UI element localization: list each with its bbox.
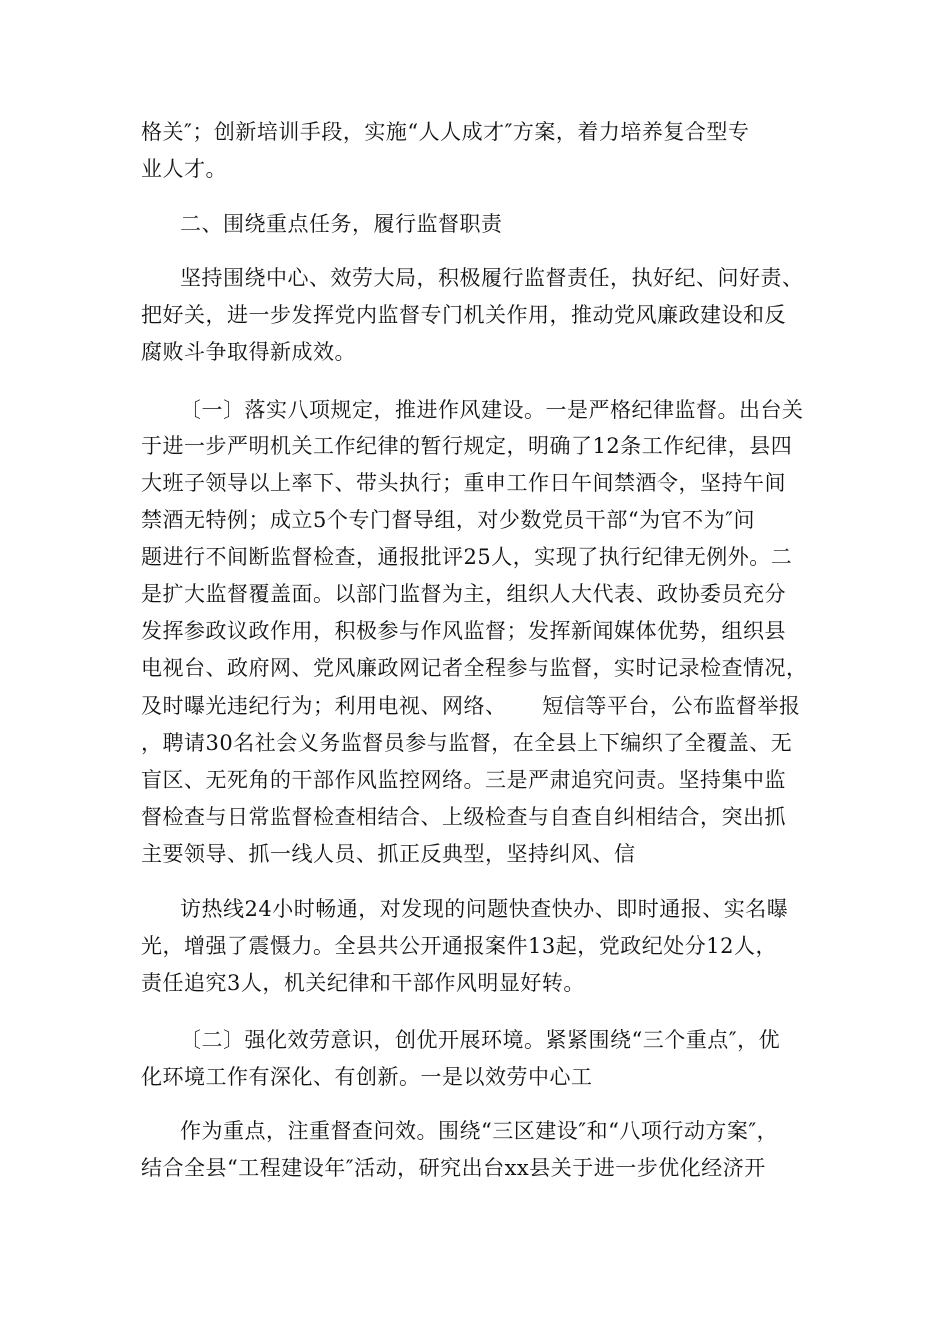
paragraph-4-line-9: 及时曝光违纪行为；利用电视、网络、 短信等平台，公布监督举报 — [141, 694, 801, 718]
paragraph-4-line-12: 督检查与日常监督检查相结合、上级检查与自查自纠相结合，突出抓 — [141, 805, 786, 829]
paragraph-5-line-2: 光，增强了震慑力。全县共公开通报案件13起，党政纪处分12人， — [141, 934, 777, 958]
paragraph-5-line-3: 责任追究3人，机关纪律和干部作风明显好转。 — [141, 971, 585, 995]
paragraph-4-line-1: 〔一〕落实八项规定，推进作风建设。一是严格纪律监督。出台关 — [180, 398, 804, 422]
paragraph-4-line-11: 盲区、无死角的干部作风监控网络。三是严肃追究问责。坚持集中监 — [141, 768, 786, 792]
paragraph-4-line-6: 是扩大监督覆盖面。以部门监督为主，组织人大代表、政协委员充分 — [141, 582, 786, 606]
section-heading-2: 二、围绕重点任务，履行监督职责 — [180, 212, 503, 236]
paragraph-1-line-1: 格关″；创新培训手段，实施“人人成才″方案，着力培养复合型专 — [141, 120, 750, 144]
paragraph-4-line-5: 题进行不间断监督检查，通报批评25人，实现了执行纪律无例外。二 — [141, 545, 793, 569]
paragraph-7-line-2: 结合全县“工程建设年″活动，研究出台xx县关于进一步优化经济开 — [141, 1156, 766, 1180]
paragraph-4-line-7: 发挥参政议政作用，积极参与作风监督；发挥新闻媒体优势，组织县 — [141, 619, 786, 643]
paragraph-3-line-3: 腐败斗争取得新成效。 — [141, 340, 356, 364]
paragraph-7-line-1: 作为重点，注重督查问效。围绕“三区建设″和“八项行动方案″， — [180, 1119, 779, 1143]
paragraph-4-line-3: 大班子领导以上率下、带头执行；重申工作日午间禁酒令，坚持午间 — [141, 471, 786, 495]
paragraph-6-line-1: 〔二〕强化效劳意识，创优开展环境。紧紧围绕“三个重点″，优 — [180, 1028, 781, 1052]
paragraph-6-line-2: 化环境工作有深化、有创新。一是以效劳中心工 — [141, 1065, 593, 1089]
paragraph-1-line-2: 业人才。 — [141, 157, 227, 181]
paragraph-4-line-13: 主要领导、抓一线人员、抓正反典型，坚持纠风、信 — [141, 842, 636, 866]
paragraph-4-line-4: 禁酒无特例；成立5个专门督导组，对少数党员干部“为官不为″问 — [141, 508, 755, 532]
paragraph-4-line-10: ，聘请30名社会义务监督员参与监督，在全县上下编织了全覆盖、无 — [141, 731, 793, 755]
paragraph-3-line-1: 坚持围绕中心、效劳大局，积极履行监督责任，执好纪、问好责、 — [180, 266, 804, 290]
paragraph-3-line-2: 把好关，进一步发挥党内监督专门机关作用，推动党风廉政建设和反 — [141, 303, 786, 327]
paragraph-5-line-1: 访热线24小时畅通，对发现的问题快查快办、即时通报、实名曝 — [180, 897, 789, 921]
paragraph-4-line-8: 电视台、政府网、党风廉政网记者全程参与监督，实时记录检查情况， — [141, 656, 808, 680]
paragraph-4-line-2: 于进一步严明机关工作纪律的暂行规定，明确了12条工作纪律，县四 — [141, 434, 793, 458]
